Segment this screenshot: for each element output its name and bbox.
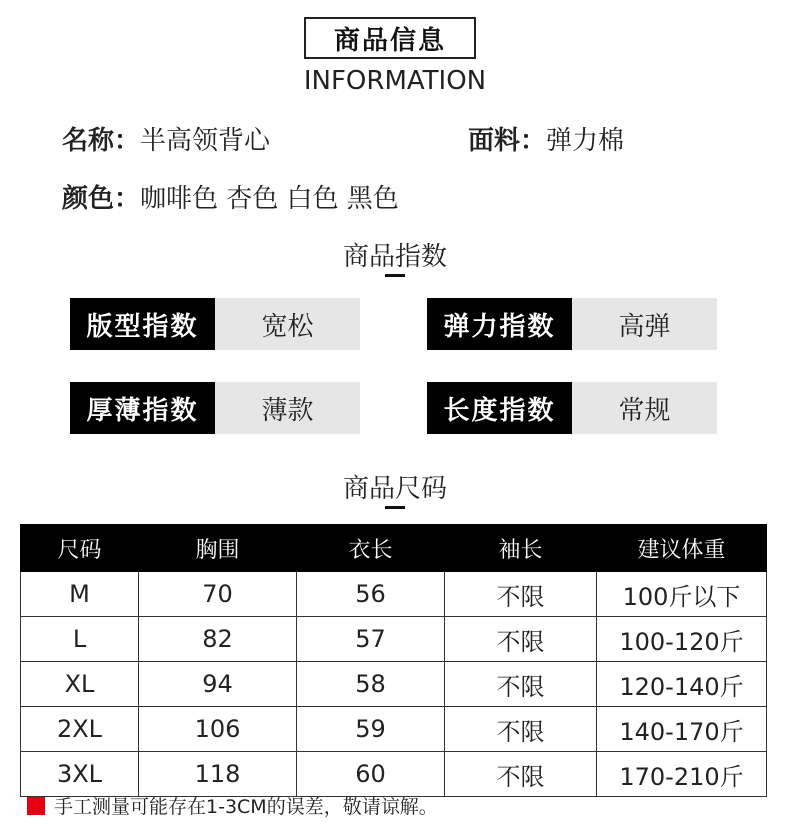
index-thickness: [70, 382, 360, 434]
measurement-note-text: 手工测量可能存在1-3CM的误差，敬请谅解。: [54, 796, 438, 818]
cell-chest: 106: [139, 707, 297, 752]
table-row: [21, 617, 767, 662]
cell-weight: 100斤以下: [597, 572, 767, 617]
cell-chest: 94: [139, 662, 297, 707]
cell-sleeve: 不限: [445, 617, 597, 662]
index-length-value: 常规: [572, 382, 717, 434]
name-label: 名称：: [62, 126, 141, 156]
table-row: [21, 752, 767, 797]
col-sleeve: 袖长: [445, 525, 597, 572]
info-color: [62, 178, 399, 215]
cell-size: L: [21, 617, 139, 662]
red-square-icon: [27, 797, 45, 815]
cell-length: 59: [297, 707, 445, 752]
index-fit: [70, 298, 360, 350]
cell-sleeve: 不限: [445, 662, 597, 707]
col-size: 尺码: [21, 525, 139, 572]
index-thickness-label: 厚薄指数: [70, 382, 215, 434]
size-table-header: [21, 525, 767, 572]
cell-weight: 140-170斤: [597, 707, 767, 752]
index-elastic-value: 高弹: [572, 298, 717, 350]
index-elastic: [427, 298, 717, 350]
cell-chest: 70: [139, 572, 297, 617]
cell-sleeve: 不限: [445, 572, 597, 617]
material-value: 弹力棉: [546, 126, 625, 156]
measurement-note: [27, 792, 438, 819]
page-title: 商品信息: [304, 17, 476, 59]
table-row: [21, 707, 767, 752]
info-material: [468, 120, 624, 157]
cell-sleeve: 不限: [445, 752, 597, 797]
cell-weight: 120-140斤: [597, 662, 767, 707]
index-elastic-label: 弹力指数: [427, 298, 572, 350]
size-heading-bar: [385, 506, 405, 509]
cell-chest: 118: [139, 752, 297, 797]
color-label: 颜色：: [62, 184, 141, 214]
index-length-label: 长度指数: [427, 382, 572, 434]
col-length: 衣长: [297, 525, 445, 572]
col-chest: 胸围: [139, 525, 297, 572]
index-heading: 商品指数: [342, 242, 447, 272]
cell-length: 57: [297, 617, 445, 662]
page-subtitle: INFORMATION: [303, 66, 487, 96]
cell-weight: 170-210斤: [597, 752, 767, 797]
cell-length: 60: [297, 752, 445, 797]
index-fit-label: 版型指数: [70, 298, 215, 350]
cell-size: 3XL: [21, 752, 139, 797]
size-table: [20, 524, 767, 797]
cell-length: 56: [297, 572, 445, 617]
index-length: [427, 382, 717, 434]
cell-length: 58: [297, 662, 445, 707]
material-label: 面料：: [468, 126, 547, 156]
table-row: [21, 572, 767, 617]
cell-size: XL: [21, 662, 139, 707]
cell-chest: 82: [139, 617, 297, 662]
index-fit-value: 宽松: [215, 298, 360, 350]
cell-sleeve: 不限: [445, 707, 597, 752]
color-value: 咖啡色 杏色 白色 黑色: [140, 184, 399, 214]
name-value: 半高领背心: [140, 126, 271, 156]
size-heading: 商品尺码: [342, 474, 447, 504]
cell-size: M: [21, 572, 139, 617]
index-heading-bar: [385, 274, 405, 277]
info-name: [62, 120, 270, 157]
col-weight: 建议体重: [597, 525, 767, 572]
cell-size: 2XL: [21, 707, 139, 752]
table-row: [21, 662, 767, 707]
cell-weight: 100-120斤: [597, 617, 767, 662]
index-thickness-value: 薄款: [215, 382, 360, 434]
